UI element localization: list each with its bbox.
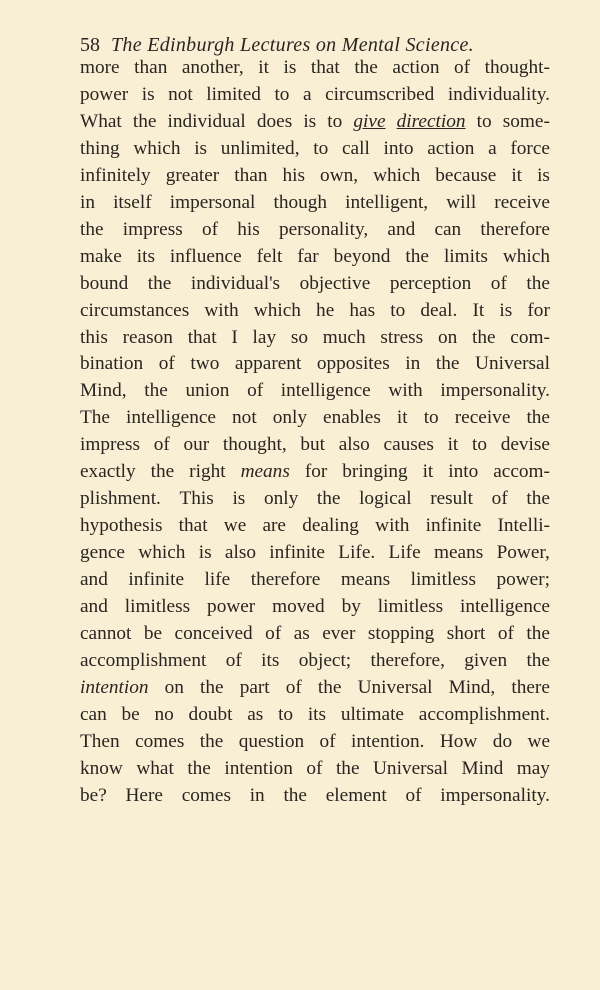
word: that: [178, 515, 208, 537]
word: be?: [80, 784, 107, 806]
word: is: [283, 57, 297, 78]
word: the: [283, 784, 307, 806]
word: impress: [80, 434, 140, 456]
emphasized-word: intention: [80, 676, 149, 698]
word: to: [423, 407, 439, 429]
word: limited: [206, 83, 261, 105]
word: greater: [165, 164, 220, 186]
word: this: [80, 326, 108, 348]
word: limitless: [410, 569, 476, 591]
word: union: [185, 380, 230, 402]
word: be: [121, 703, 140, 725]
text-line: [80, 351, 550, 378]
word: and: [80, 596, 108, 618]
text-line: [80, 271, 550, 298]
word: some-: [502, 110, 550, 132]
word: the: [187, 757, 211, 779]
word: thing: [80, 137, 120, 159]
word: of: [319, 730, 336, 752]
text-line: [80, 648, 550, 675]
word: with: [388, 380, 423, 402]
word: comes: [135, 730, 185, 752]
word: means: [433, 542, 484, 564]
word: is: [194, 137, 208, 159]
word: to: [274, 83, 290, 105]
word: impersonality.: [440, 380, 550, 402]
word: question: [238, 730, 305, 752]
word: is: [537, 164, 550, 186]
word: com-: [510, 326, 550, 348]
word: moved: [272, 596, 325, 618]
word: individual: [167, 110, 246, 132]
text-line: [80, 55, 550, 82]
word: Universal: [373, 757, 448, 779]
page-body-text: [80, 55, 550, 810]
word: personality,: [278, 218, 369, 240]
word: for: [304, 461, 328, 483]
word: will: [446, 191, 477, 213]
word: plishment.: [80, 488, 161, 510]
word: the: [526, 649, 550, 671]
emphasized-word: means: [240, 461, 290, 483]
word: circumscribed: [325, 83, 435, 105]
word: the: [335, 757, 360, 779]
word: life: [204, 569, 231, 591]
word: is: [499, 299, 513, 321]
word: intention.: [351, 730, 425, 752]
word: of: [285, 676, 302, 698]
word: short: [446, 623, 486, 645]
text-line: [80, 675, 550, 702]
word: the: [435, 353, 460, 375]
word: the: [526, 407, 550, 429]
word: the: [526, 272, 550, 294]
text-line: [80, 405, 550, 432]
word: of: [306, 757, 323, 779]
word: in: [249, 784, 265, 806]
word: element: [325, 784, 387, 806]
word: infinite: [269, 542, 325, 564]
word: part: [239, 676, 270, 698]
text-line: [80, 540, 550, 567]
text-line: [80, 298, 550, 325]
word: it: [422, 461, 434, 483]
word: which: [138, 542, 186, 564]
word: exactly: [80, 461, 136, 483]
word: into: [383, 137, 414, 159]
word: than: [234, 164, 268, 186]
word: felt: [256, 245, 283, 267]
word: what: [136, 757, 174, 779]
word: thought,: [222, 434, 287, 456]
word: he: [316, 299, 335, 321]
word: doubt: [188, 703, 233, 725]
word: the: [405, 245, 429, 267]
word: of: [497, 623, 514, 645]
word: infinitely: [80, 164, 151, 186]
word: limitless: [377, 596, 444, 618]
word: This: [179, 488, 214, 510]
word: his: [282, 164, 306, 186]
word: we: [527, 730, 550, 752]
page-number: 58: [80, 34, 100, 56]
text-line: [80, 513, 550, 540]
word: the: [147, 272, 172, 294]
word: another,: [181, 57, 244, 78]
word: enables: [323, 407, 381, 429]
text-line: [80, 729, 550, 756]
word: given: [464, 649, 508, 671]
word: do: [492, 730, 513, 752]
word: it: [258, 57, 269, 78]
word: in: [405, 353, 421, 375]
word: right: [189, 461, 226, 483]
word: also: [338, 434, 370, 456]
word: the: [471, 326, 496, 348]
text-line: [80, 486, 550, 513]
word: devise: [500, 434, 550, 456]
text-line: [80, 163, 550, 190]
word: than: [134, 57, 168, 78]
word: there: [511, 676, 550, 698]
word: therefore: [480, 218, 550, 240]
word: to: [327, 110, 343, 132]
word: cannot: [80, 623, 132, 645]
text-line: [80, 783, 550, 810]
word: is: [198, 542, 212, 564]
word: object;: [298, 649, 352, 671]
word: impress: [122, 218, 183, 240]
word: reason: [122, 326, 173, 348]
word: may: [516, 757, 550, 779]
word: the: [526, 488, 550, 510]
word: of: [265, 623, 282, 645]
word: does: [256, 110, 293, 132]
word: a: [488, 137, 497, 159]
word: ever: [322, 623, 356, 645]
word: Life: [388, 542, 421, 564]
word: call: [341, 137, 370, 159]
word: power: [80, 83, 129, 105]
word: itself: [113, 191, 152, 213]
word: bination: [80, 353, 144, 375]
text-line: [80, 217, 550, 244]
word: much: [322, 326, 366, 348]
word: intelligence: [126, 407, 216, 429]
word: intelligence: [280, 380, 371, 402]
word: of: [454, 57, 471, 78]
word: Mind: [461, 757, 504, 779]
word: force: [510, 137, 550, 159]
word: to: [278, 703, 294, 725]
word: impersonal: [169, 191, 256, 213]
word: a: [302, 83, 312, 105]
word: more: [80, 57, 120, 78]
word: therefore: [250, 569, 321, 591]
word: infinite: [128, 569, 185, 591]
word: no: [154, 703, 174, 725]
word: intelligent,: [345, 191, 429, 213]
word: is: [141, 83, 155, 105]
word: and: [387, 218, 416, 240]
word: bringing: [342, 461, 408, 483]
word: on: [164, 676, 184, 698]
word: objective: [299, 272, 371, 294]
running-header: [80, 34, 526, 57]
word: of: [405, 784, 422, 806]
word: though: [273, 191, 328, 213]
word: Life.: [338, 542, 376, 564]
word: individual's: [190, 272, 281, 294]
word: of: [491, 488, 508, 510]
word: which: [133, 137, 181, 159]
word: the: [80, 218, 104, 240]
word: only: [272, 407, 307, 429]
word: the: [317, 676, 342, 698]
word: into: [448, 461, 479, 483]
word: gence: [80, 542, 125, 564]
word: it: [447, 434, 459, 456]
word: is: [232, 488, 246, 510]
word: Mind,: [80, 380, 127, 402]
word: its: [261, 649, 280, 671]
word: as: [247, 703, 264, 725]
word: the: [199, 730, 224, 752]
word: by: [341, 596, 361, 618]
text-line: [80, 82, 550, 109]
word: and: [80, 569, 108, 591]
word: we: [223, 515, 247, 537]
text-line: [80, 702, 550, 729]
word: Universal: [475, 353, 550, 375]
word: result: [430, 488, 474, 510]
word: of: [201, 218, 219, 240]
word: Universal: [357, 676, 433, 698]
word: beyond: [333, 245, 391, 267]
word: which: [253, 299, 301, 321]
text-line: [80, 109, 550, 136]
word: as: [293, 623, 310, 645]
word: stopping: [367, 623, 435, 645]
word: it: [396, 407, 408, 429]
word: know: [80, 757, 123, 779]
word: comes: [181, 784, 231, 806]
text-line: [80, 594, 550, 621]
word: limits: [443, 245, 488, 267]
word: influence: [169, 245, 242, 267]
word: perception: [389, 272, 472, 294]
word: its: [307, 703, 327, 725]
word: of: [490, 272, 507, 294]
word: intelligence: [460, 596, 550, 618]
word: logical: [359, 488, 412, 510]
word: infinite: [425, 515, 482, 537]
word: in: [80, 191, 95, 213]
word: which: [502, 245, 550, 267]
word: of: [225, 649, 242, 671]
word: unlimited,: [220, 137, 300, 159]
word: power: [207, 596, 256, 618]
word: the: [144, 380, 168, 402]
word: has: [349, 299, 376, 321]
word: opposites: [316, 353, 390, 375]
word: two: [190, 353, 220, 375]
word: can: [434, 218, 462, 240]
word: not: [232, 407, 257, 429]
word: means: [340, 569, 391, 591]
word: with: [204, 299, 239, 321]
emphasized-word: direction: [396, 110, 466, 132]
word: power;: [496, 569, 550, 591]
word: What: [80, 110, 122, 132]
word: stress: [380, 326, 424, 348]
word: the: [200, 676, 224, 698]
word: intention: [224, 757, 293, 779]
word: can: [80, 703, 107, 725]
word: circumstances: [80, 299, 190, 321]
word: to: [476, 110, 492, 132]
word: his: [237, 218, 260, 240]
word: is: [303, 110, 317, 132]
text-line: [80, 244, 550, 271]
word: make: [80, 245, 122, 267]
word: of: [247, 380, 264, 402]
word: own,: [320, 164, 359, 186]
word: bound: [80, 272, 129, 294]
word: How: [439, 730, 478, 752]
word: individuality.: [447, 83, 550, 105]
word: because: [435, 164, 497, 186]
word: of: [158, 353, 175, 375]
word: ultimate: [340, 703, 404, 725]
word: therefore,: [370, 649, 445, 671]
word: accomplishment.: [418, 703, 550, 725]
word: The: [80, 407, 110, 429]
word: I: [231, 326, 238, 348]
text-line: [80, 621, 550, 648]
word: the: [316, 488, 341, 510]
word: be: [143, 623, 163, 645]
word: action: [427, 137, 475, 159]
word: impersonality.: [440, 784, 550, 806]
word: to: [472, 434, 487, 456]
word: the: [354, 57, 378, 78]
word: it: [511, 164, 523, 186]
word: to: [390, 299, 406, 321]
word: Here: [125, 784, 163, 806]
text-line: [80, 432, 550, 459]
emphasized-word: give: [353, 110, 386, 132]
word: that: [187, 326, 217, 348]
text-line: [80, 325, 550, 352]
text-line: [80, 190, 550, 217]
word: action: [392, 57, 440, 78]
word: so: [290, 326, 308, 348]
text-line: [80, 459, 550, 486]
word: our: [183, 434, 210, 456]
word: with: [375, 515, 410, 537]
word: lay: [252, 326, 277, 348]
word: Intelli-: [497, 515, 550, 537]
text-line: [80, 378, 550, 405]
word: Then: [80, 730, 120, 752]
word: for: [527, 299, 550, 321]
word: its: [136, 245, 155, 267]
word: of: [153, 434, 170, 456]
word: the: [526, 623, 550, 645]
word: far: [297, 245, 319, 267]
word: causes: [383, 434, 434, 456]
word: accom-: [493, 461, 550, 483]
word: only: [263, 488, 299, 510]
word: are: [262, 515, 286, 537]
word: Power,: [496, 542, 550, 564]
word: but: [300, 434, 326, 456]
word: on: [437, 326, 458, 348]
word: not: [168, 83, 193, 105]
word: apparent: [234, 353, 302, 375]
word: Mind,: [448, 676, 496, 698]
text-line: [80, 567, 550, 594]
running-title: The Edinburgh Lectures on Mental Science.: [111, 34, 474, 56]
word: conceived: [174, 623, 253, 645]
word: receive: [494, 191, 550, 213]
word: accomplishment: [80, 649, 207, 671]
word: also: [224, 542, 256, 564]
text-line: [80, 136, 550, 163]
word: thought-: [484, 57, 550, 78]
word: which: [373, 164, 421, 186]
word: It: [472, 299, 485, 321]
word: that: [310, 57, 340, 78]
word: limitless: [124, 596, 191, 618]
word: receive: [454, 407, 511, 429]
text-line: [80, 756, 550, 783]
word: deal.: [420, 299, 458, 321]
word: dealing: [302, 515, 359, 537]
word: to: [313, 137, 329, 159]
word: the: [150, 461, 175, 483]
word: the: [132, 110, 157, 132]
word: hypothesis: [80, 515, 163, 537]
